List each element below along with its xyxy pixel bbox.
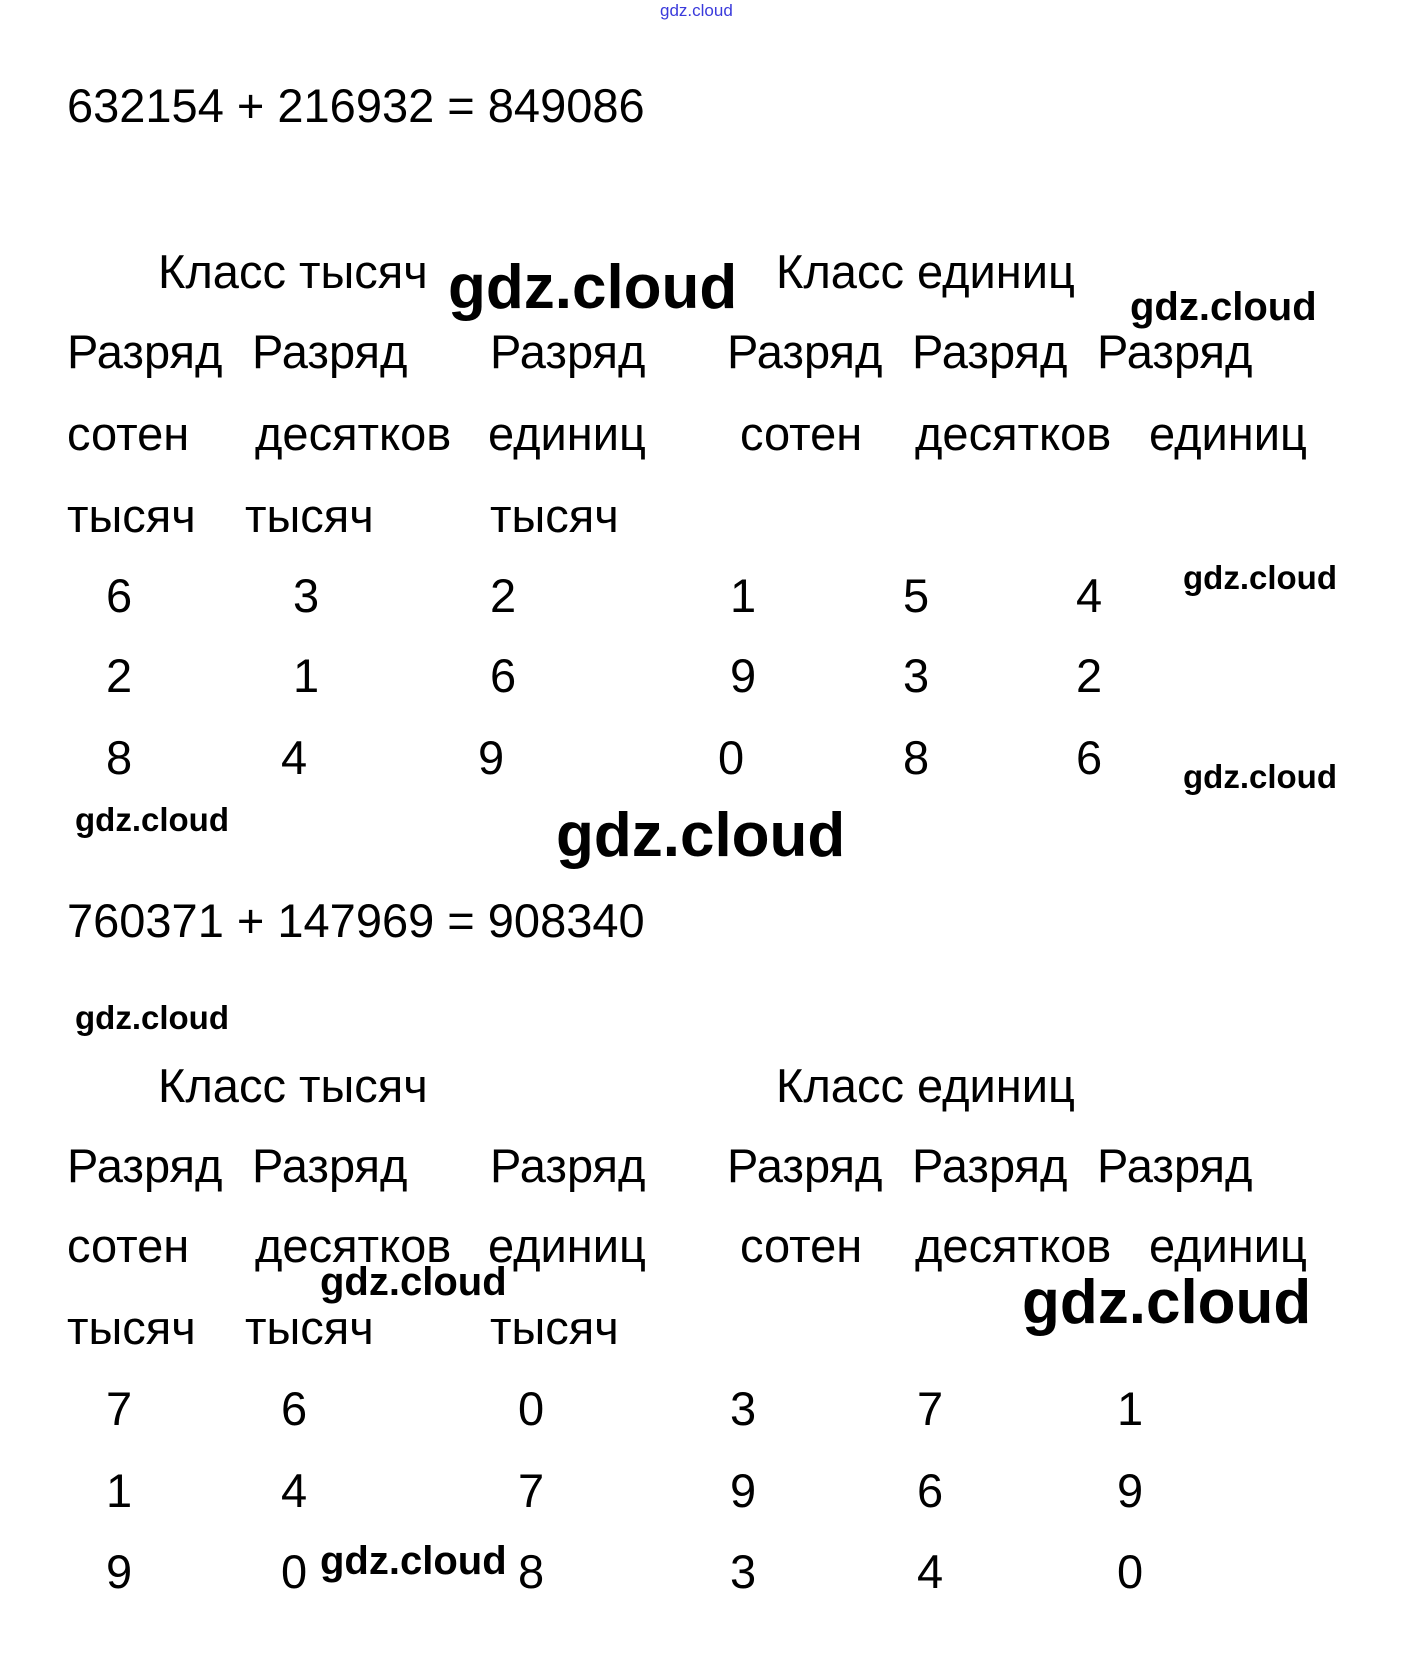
header-razryad: Разряд bbox=[67, 325, 223, 378]
header-thousands: тысяч bbox=[490, 489, 619, 542]
watermark: gdz.cloud bbox=[448, 253, 738, 322]
header-razryad: Разряд bbox=[490, 1139, 646, 1192]
header-thousands: тысяч bbox=[490, 1301, 619, 1354]
watermark: gdz.cloud bbox=[1183, 559, 1337, 596]
class-thousands-1: Класс тысяч bbox=[158, 245, 428, 298]
digit-cell: 2 bbox=[106, 649, 133, 702]
header-thousands: тысяч bbox=[245, 489, 374, 542]
watermark: gdz.cloud bbox=[320, 1539, 507, 1583]
digit-cell: 0 bbox=[718, 731, 745, 784]
header-rank: сотен bbox=[67, 1219, 190, 1272]
header-thousands: тысяч bbox=[67, 1301, 196, 1354]
digit-cell: 0 bbox=[1117, 1545, 1144, 1598]
digit-cell: 3 bbox=[293, 569, 320, 622]
digit-cell: 4 bbox=[1076, 569, 1103, 622]
digit-cell: 6 bbox=[490, 649, 517, 702]
watermark: gdz.cloud bbox=[1130, 285, 1317, 329]
watermark: gdz.cloud bbox=[556, 801, 846, 870]
header-razryad: Разряд bbox=[727, 1139, 883, 1192]
digit-cell: 7 bbox=[518, 1464, 545, 1517]
watermark-top: gdz.cloud bbox=[660, 1, 733, 20]
header-razryad: Разряд bbox=[490, 325, 646, 378]
digit-cell: 9 bbox=[106, 1545, 133, 1598]
header-razryad: Разряд bbox=[912, 1139, 1068, 1192]
digit-cell: 3 bbox=[730, 1545, 757, 1598]
digit-cell: 9 bbox=[1117, 1464, 1144, 1517]
digit-cell: 1 bbox=[1117, 1382, 1144, 1435]
header-rank: единиц bbox=[1149, 407, 1307, 460]
equation-1: 632154 + 216932 = 849086 bbox=[67, 79, 645, 132]
header-rank: десятков bbox=[255, 1219, 452, 1272]
digit-cell: 6 bbox=[917, 1464, 944, 1517]
digit-cell: 7 bbox=[917, 1382, 944, 1435]
digit-cell: 4 bbox=[281, 731, 308, 784]
digit-cell: 4 bbox=[917, 1545, 944, 1598]
digit-cell: 9 bbox=[730, 649, 757, 702]
digit-cell: 2 bbox=[490, 569, 517, 622]
digit-cell: 0 bbox=[518, 1382, 545, 1435]
header-razryad: Разряд bbox=[67, 1139, 223, 1192]
header-razryad: Разряд bbox=[727, 325, 883, 378]
header-rank: десятков bbox=[255, 407, 452, 460]
digit-cell: 5 bbox=[903, 569, 930, 622]
digit-cell: 8 bbox=[518, 1545, 545, 1598]
watermark: gdz.cloud bbox=[75, 801, 229, 838]
digit-cell: 0 bbox=[281, 1545, 308, 1598]
digit-cell: 1 bbox=[293, 649, 320, 702]
watermark: gdz.cloud bbox=[1022, 1268, 1312, 1337]
class-thousands-2: Класс тысяч bbox=[158, 1059, 428, 1112]
class-units-2: Класс единиц bbox=[776, 1059, 1075, 1112]
header-rank: сотен bbox=[67, 407, 190, 460]
header-razryad: Разряд bbox=[1097, 1139, 1253, 1192]
equation-2: 760371 + 147969 = 908340 bbox=[67, 894, 645, 947]
header-rank: сотен bbox=[740, 1219, 863, 1272]
header-rank: десятков bbox=[915, 1219, 1112, 1272]
header-rank: сотен bbox=[740, 407, 863, 460]
digit-cell: 6 bbox=[1076, 731, 1103, 784]
digit-cell: 9 bbox=[478, 731, 505, 784]
header-razryad: Разряд bbox=[252, 1139, 408, 1192]
watermark: gdz.cloud bbox=[320, 1260, 507, 1304]
digit-cell: 6 bbox=[281, 1382, 308, 1435]
digit-cell: 9 bbox=[730, 1464, 757, 1517]
digit-cell: 2 bbox=[1076, 649, 1103, 702]
header-rank: единиц bbox=[488, 407, 646, 460]
watermark: gdz.cloud bbox=[1183, 758, 1337, 795]
digit-cell: 4 bbox=[281, 1464, 308, 1517]
header-thousands: тысяч bbox=[67, 489, 196, 542]
digit-cell: 8 bbox=[903, 731, 930, 784]
header-razryad: Разряд bbox=[252, 325, 408, 378]
header-rank: единиц bbox=[1149, 1219, 1307, 1272]
watermark: gdz.cloud bbox=[75, 999, 229, 1036]
header-razryad: Разряд bbox=[1097, 325, 1253, 378]
digit-cell: 6 bbox=[106, 569, 133, 622]
digit-cell: 1 bbox=[106, 1464, 133, 1517]
header-razryad: Разряд bbox=[912, 325, 1068, 378]
digit-cell: 3 bbox=[903, 649, 930, 702]
digit-cell: 7 bbox=[106, 1382, 133, 1435]
header-thousands: тысяч bbox=[245, 1301, 374, 1354]
class-units-1: Класс единиц bbox=[776, 245, 1075, 298]
header-rank: десятков bbox=[915, 407, 1112, 460]
digit-cell: 8 bbox=[106, 731, 133, 784]
digit-cell: 1 bbox=[730, 569, 757, 622]
digit-cell: 3 bbox=[730, 1382, 757, 1435]
header-rank: единиц bbox=[488, 1219, 646, 1272]
